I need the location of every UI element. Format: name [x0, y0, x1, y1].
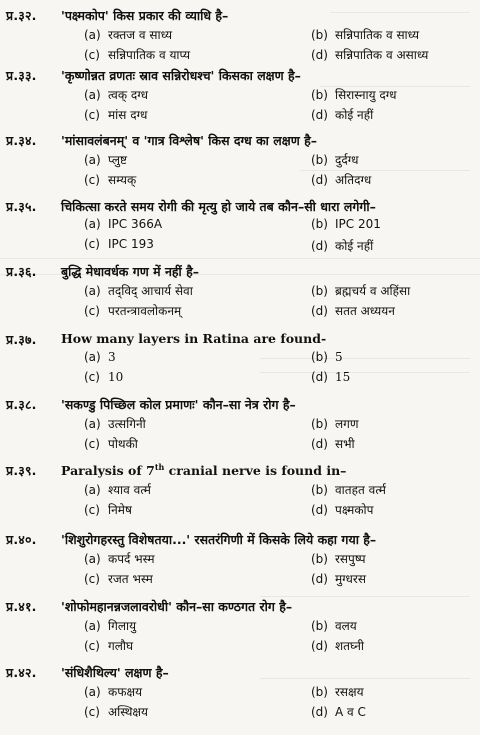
option-d: (d) मुग्धरस — [311, 572, 366, 586]
question-text: 'शोफोमहानन्नजलावरोधी' कौन–सा कण्ठगत रोग है– — [61, 599, 293, 614]
option-a: (a) 3 — [84, 350, 116, 364]
question-text: 'मांसावलंबनम्' व 'गात्र विश्लेष' किस दग्ध का लक्षण है– — [61, 133, 317, 148]
option-c: (c) अस्थिक्षय — [84, 705, 148, 719]
option-b: (b) IPC 201 — [311, 217, 381, 231]
option-c: (c) 10 — [84, 370, 124, 384]
question-text: 'संधिशैथिल्य' लक्षण है– — [61, 665, 169, 680]
option-d: (d) कोई नहीं — [311, 108, 374, 122]
option-b: (b) सन्निपातिक व साध्य — [311, 28, 420, 42]
option-d: (d) सभी — [311, 437, 355, 451]
option-b: (b) लगण — [311, 417, 359, 431]
option-d: (d) अतिदग्ध — [311, 173, 372, 187]
option-a: (a) उत्सगिनी — [84, 417, 146, 431]
option-b: (b) रसक्षय — [311, 685, 364, 699]
question-text: बुद्धि मेधावर्धक गण में नहीं है– — [61, 264, 200, 279]
question-number: प्र.३६. — [6, 264, 37, 279]
question-number: प्र.३५. — [6, 199, 37, 214]
question-34 — [0, 131, 480, 191]
option-d: (d) सन्निपातिक व असाध्य — [311, 48, 429, 62]
question-text: 'कृष्णोन्नत व्रणतः स्राव सन्निरोधश्च' किसका लक्षण है– — [61, 68, 301, 83]
option-d: (d) शतघ्नी — [311, 639, 364, 653]
option-a: (a) कफक्षय — [84, 685, 143, 699]
question-text: 'पक्ष्मकोप' किस प्रकार की व्याधि है– — [61, 8, 229, 23]
option-c: (c) पोथकी — [84, 437, 138, 451]
question-40 — [0, 530, 480, 590]
option-a: (a) IPC 366A — [84, 217, 163, 231]
option-c: (c) गलौघ — [84, 639, 134, 653]
question-number: प्र.४०. — [6, 532, 37, 547]
question-text: 'सकण्डु पिच्छिल कोल प्रमाणः' कौन–सा नेत्र रोग है– — [61, 397, 296, 412]
option-d: (d) सतत अध्ययन — [311, 304, 395, 318]
option-b: (b) सिरास्नायु दग्ध — [311, 88, 397, 102]
option-b: (b) ब्रह्मचर्य व अहिंसा — [311, 284, 411, 298]
option-b: (b) दुर्दग्ध — [311, 153, 359, 167]
question-number: प्र.३९. — [6, 463, 37, 478]
option-c: (c) मांस दग्ध — [84, 108, 148, 122]
question-number: प्र.४२. — [6, 665, 37, 680]
option-a: (a) कपर्द भस्म — [84, 552, 155, 566]
question-33 — [0, 66, 480, 126]
option-a: (a) श्याव वर्त्म — [84, 483, 151, 497]
option-c: (c) सन्निपातिक व याप्य — [84, 48, 191, 62]
question-42 — [0, 663, 480, 723]
option-c: (c) परतन्त्रावलोकनम् — [84, 304, 182, 318]
option-a: (a) गिलायु — [84, 619, 137, 633]
option-b: (b) वलय — [311, 619, 357, 633]
question-38 — [0, 395, 480, 455]
option-b: (b) 5 — [311, 350, 343, 364]
option-a: (a) त्वक् दग्ध — [84, 88, 149, 102]
option-a: (a) रक्तज व साध्य — [84, 28, 173, 42]
question-35 — [0, 197, 480, 257]
question-text: Paralysis of 7th cranial nerve is found in– — [61, 462, 347, 479]
option-d: (d) कोई नहीं — [311, 239, 374, 253]
question-number: प्र.३७. — [6, 332, 37, 347]
option-d: (d) पक्ष्मकोप — [311, 503, 374, 517]
question-41 — [0, 597, 480, 657]
option-a: (a) प्लुष्ट — [84, 153, 128, 167]
option-b: (b) वातहत वर्त्म — [311, 483, 386, 497]
option-d: (d) 15 — [311, 370, 351, 384]
question-number: प्र.३४. — [6, 133, 37, 148]
option-b: (b) रसपुष्प — [311, 552, 366, 566]
question-text: 'शिशुरोगहरस्तु विशेषतया...' रसतरंगिणी में किसके लिये कहा गया है– — [61, 532, 377, 547]
option-c: (c) निमेष — [84, 503, 132, 517]
option-c: (c) रजत भस्म — [84, 572, 153, 586]
question-number: प्र.३३. — [6, 68, 37, 83]
option-c: (c) सम्यक् — [84, 173, 137, 187]
question-32 — [0, 6, 480, 66]
question-39 — [0, 461, 480, 521]
option-a: (a) तद्‌विद् आचार्य सेवा — [84, 284, 193, 298]
question-36 — [0, 262, 480, 322]
question-number: प्र.४१. — [6, 599, 37, 614]
question-37 — [0, 330, 480, 390]
option-d: (d) A व C — [311, 705, 366, 719]
question-text: चिकित्सा करते समय रोगी की मृत्यु हो जाये तब कौन–सी धारा लगेगी– — [61, 199, 376, 214]
question-number: प्र.३८. — [6, 397, 37, 412]
option-c: (c) IPC 193 — [84, 237, 154, 251]
question-number: प्र.३२. — [6, 8, 37, 23]
question-text: How many layers in Ratina are found- — [61, 331, 327, 346]
